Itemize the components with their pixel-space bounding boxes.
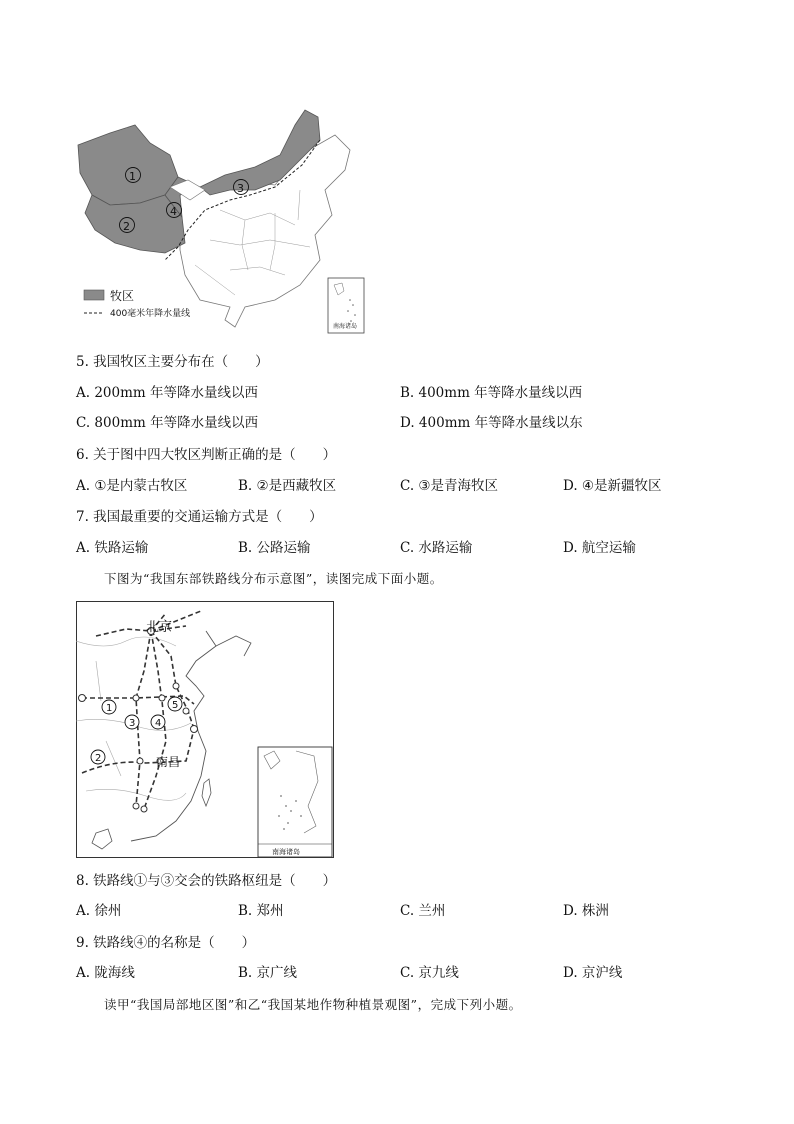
q6-option-b[interactable]: B. ②是西藏牧区: [238, 478, 337, 494]
svg-text:4: 4: [155, 718, 162, 729]
svg-text:2: 2: [123, 220, 130, 233]
railway-inset-label: 南海诸岛: [272, 848, 300, 856]
legend-pastoral-swatch: [84, 290, 104, 300]
svg-text:2: 2: [95, 753, 102, 764]
railway-map-intro: 下图为“我国东部铁路线分布示意图”，读图完成下面小题。: [104, 571, 443, 586]
pastoral-region-1: [78, 125, 178, 205]
svg-text:3: 3: [129, 718, 136, 729]
svg-text:4: 4: [170, 205, 177, 218]
q6-option-d[interactable]: D. ④是新疆牧区: [563, 478, 662, 494]
q8-option-a[interactable]: A. 徐州: [76, 903, 122, 919]
q8-option-d[interactable]: D. 株洲: [563, 903, 609, 919]
city-label-nanchang: 南昌: [156, 755, 181, 769]
crop-map-intro: 读甲“我国局部地区图”和乙“我国某地作物种植景观图”，完成下列小题。: [104, 997, 522, 1012]
q9-option-c[interactable]: C. 京九线: [400, 965, 459, 981]
q7-option-c[interactable]: C. 水路运输: [400, 540, 473, 556]
q5-option-b[interactable]: B. 400mm 年等降水量线以西: [400, 385, 583, 401]
q6-stem: 6. 关于图中四大牧区判断正确的是（ ）: [76, 447, 337, 463]
pastoral-map: [70, 95, 370, 335]
q8-stem: 8. 铁路线①与③交会的铁路枢纽是（ ）: [76, 873, 337, 889]
legend-pastoral-label: 牧区: [110, 289, 135, 303]
q7-option-b[interactable]: B. 公路运输: [238, 540, 311, 556]
q5-option-d[interactable]: D. 400mm 年等降水量线以东: [400, 415, 583, 431]
q6-option-c[interactable]: C. ③是青海牧区: [400, 478, 499, 494]
q5-option-a[interactable]: A. 200mm 年等降水量线以西: [76, 385, 258, 401]
city-label-beijing: 北京: [146, 620, 173, 635]
q7-stem: 7. 我国最重要的交通运输方式是（ ）: [76, 509, 323, 525]
q9-option-d[interactable]: D. 京沪线: [563, 965, 623, 981]
q7-option-a[interactable]: A. 铁路运输: [76, 540, 149, 556]
q5-option-c[interactable]: C. 800mm 年等降水量线以西: [76, 415, 259, 431]
svg-text:1: 1: [129, 170, 136, 183]
q5-stem: 5. 我国牧区主要分布在（ ）: [76, 354, 269, 370]
q9-option-a[interactable]: A. 陇海线: [76, 965, 135, 981]
svg-text:5: 5: [172, 700, 179, 711]
legend-isohyet-label: 400毫米年降水量线: [110, 309, 191, 319]
q6-option-a[interactable]: A. ①是内蒙古牧区: [76, 478, 188, 494]
railway-map-drawing: [76, 601, 334, 858]
svg-text:3: 3: [237, 182, 244, 195]
svg-text:1: 1: [106, 703, 113, 714]
inset-label: 南海诸岛: [333, 323, 358, 330]
railway-map: [76, 601, 334, 858]
q9-option-b[interactable]: B. 京广线: [238, 965, 298, 981]
q8-option-c[interactable]: C. 兰州: [400, 903, 446, 919]
q8-option-b[interactable]: B. 郑州: [238, 903, 284, 919]
q9-stem: 9. 铁路线④的名称是（ ）: [76, 935, 256, 951]
q7-option-d[interactable]: D. 航空运输: [563, 540, 636, 556]
